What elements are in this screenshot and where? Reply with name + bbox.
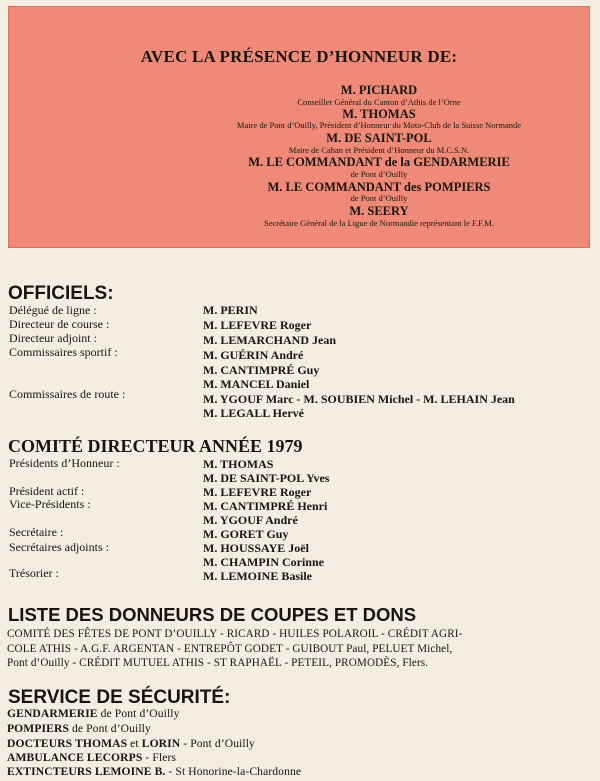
securite-bold: AMBULANCE LECORPS [7, 751, 143, 764]
comite-label: Vice-Présidents : [9, 497, 91, 511]
securite-bold: DOCTEURS THOMAS [7, 737, 128, 750]
honour-role: de Pont d’Ouilly [350, 169, 408, 179]
donneurs-line: Pont d’Ouilly - CRÉDIT MUTUEL ATHIS - ST RAPHAËL - PETEIL, PROMODÈS, Flers. [7, 657, 429, 669]
honour-role: Maire de Cahan et Président d’Honneur du M.C.S.N. [288, 145, 470, 155]
comite-name: M. LEFEVRE Roger [203, 485, 312, 499]
comite-name: M. LEMOINE Basile [203, 569, 313, 583]
securite-rest: et [127, 737, 142, 750]
honour-name: M. DE SAINT-POL [326, 131, 432, 145]
honour-box [8, 6, 590, 248]
officiels-name: M. CANTIMPRÉ Guy [203, 363, 320, 377]
officiels-name: M. LEGALL Hervé [203, 406, 304, 420]
comite-label: Président actif : [9, 484, 85, 498]
comite-label: Trésorier : [9, 566, 59, 580]
honour-name: M. THOMAS [342, 107, 416, 121]
securite-rest: de Pont d’Ouilly [69, 722, 151, 735]
comite-label: Secrétaire : [9, 525, 64, 539]
comite-name: M. HOUSSAYE Joël [203, 541, 309, 555]
securite-bold: GENDARMERIE [7, 707, 98, 720]
securite-rest: - Flers [142, 751, 177, 764]
securite-rest: - Pont d’Ouilly [180, 737, 255, 750]
officiels-name: M. LEMARCHAND Jean [203, 333, 336, 347]
honour-name: M. LE COMMANDANT de la GENDARMERIE [248, 155, 510, 169]
securite-line [7, 765, 301, 778]
officiels-label: Commissaires de route : [9, 387, 126, 401]
donneurs-line: COLE ATHIS - A.G.F. ARGENTAN - ENTREPÔT GODET - GUIBOUT Paul, PELUET Michel, [7, 643, 453, 655]
comite-name: M. YGOUF André [203, 513, 298, 527]
officiels-name: M. PERIN [203, 303, 258, 317]
officiels-title: OFFICIELS: [8, 283, 114, 304]
officiels-label: Commissaires sportif : [9, 345, 118, 359]
securite-bold: LORIN [141, 737, 181, 750]
officiels-name: M. YGOUF Marc - M. SOUBIEN Michel - M. LEHAIN Jean [203, 392, 515, 406]
comite-name: M. CHAMPIN Corinne [203, 555, 324, 569]
officiels-name: M. LEFEVRE Roger [203, 318, 312, 332]
securite-title: SERVICE DE SÉCURITÉ: [8, 687, 231, 708]
honour-title: AVEC LA PRÉSENCE D’HONNEUR DE: [140, 47, 458, 66]
securite-line [7, 707, 180, 720]
comite-name: M. DE SAINT-POL Yves [203, 471, 330, 485]
securite-rest: - St Honorine-la-Chardonne [165, 765, 302, 778]
officiels-name: M. GUÉRIN André [203, 348, 304, 362]
securite-bold: EXTINCTEURS LEMOINE B. [7, 765, 166, 778]
honour-name: M. LE COMMANDANT des POMPIERS [267, 180, 491, 194]
honour-role: Maire de Pont d’Ouilly, Président d’Honneur du Moto-Club de la Suisse Normande [236, 120, 522, 130]
officiels-label: Directeur de course : [9, 317, 110, 331]
securite-line [7, 737, 255, 750]
comite-label: Secrétaires adjoints : [9, 540, 109, 554]
securite-line [7, 722, 151, 735]
securite-line [7, 751, 176, 764]
honour-role: de Pont d’Ouilly [350, 193, 408, 203]
comite-title: COMITÉ DIRECTEUR ANNÉE 1979 [8, 436, 303, 456]
securite-bold: POMPIERS [7, 722, 69, 735]
honour-role: Secrétaire Général de la Ligue de Normandie représentant le F.F.M. [264, 218, 494, 228]
donneurs-line: COMITÉ DES FÊTES DE PONT D’OUILLY - RICARD - HUILES POLAROIL - CRÉDIT AGRI- [7, 628, 463, 640]
securite-rest: de Pont d’Ouilly [97, 707, 180, 720]
officiels-label: Directeur adjoint : [9, 331, 97, 345]
officiels-name: M. MANCEL Daniel [203, 377, 310, 391]
honour-name: M. PICHARD [340, 83, 418, 97]
donneurs-title: LISTE DES DONNEURS DE COUPES ET DONS [8, 604, 417, 625]
comite-label: Présidents d’Honneur : [9, 456, 120, 470]
officiels-label: Délégué de ligne : [9, 303, 97, 317]
comite-name: M. CANTIMPRÉ Henri [203, 499, 328, 513]
comite-name: M. THOMAS [203, 457, 274, 471]
honour-name: M. SEERY [349, 204, 409, 218]
comite-name: M. GORET Guy [203, 527, 289, 541]
honour-role: Conseiller Général du Canton d’Athis de l’Orne [297, 97, 461, 107]
